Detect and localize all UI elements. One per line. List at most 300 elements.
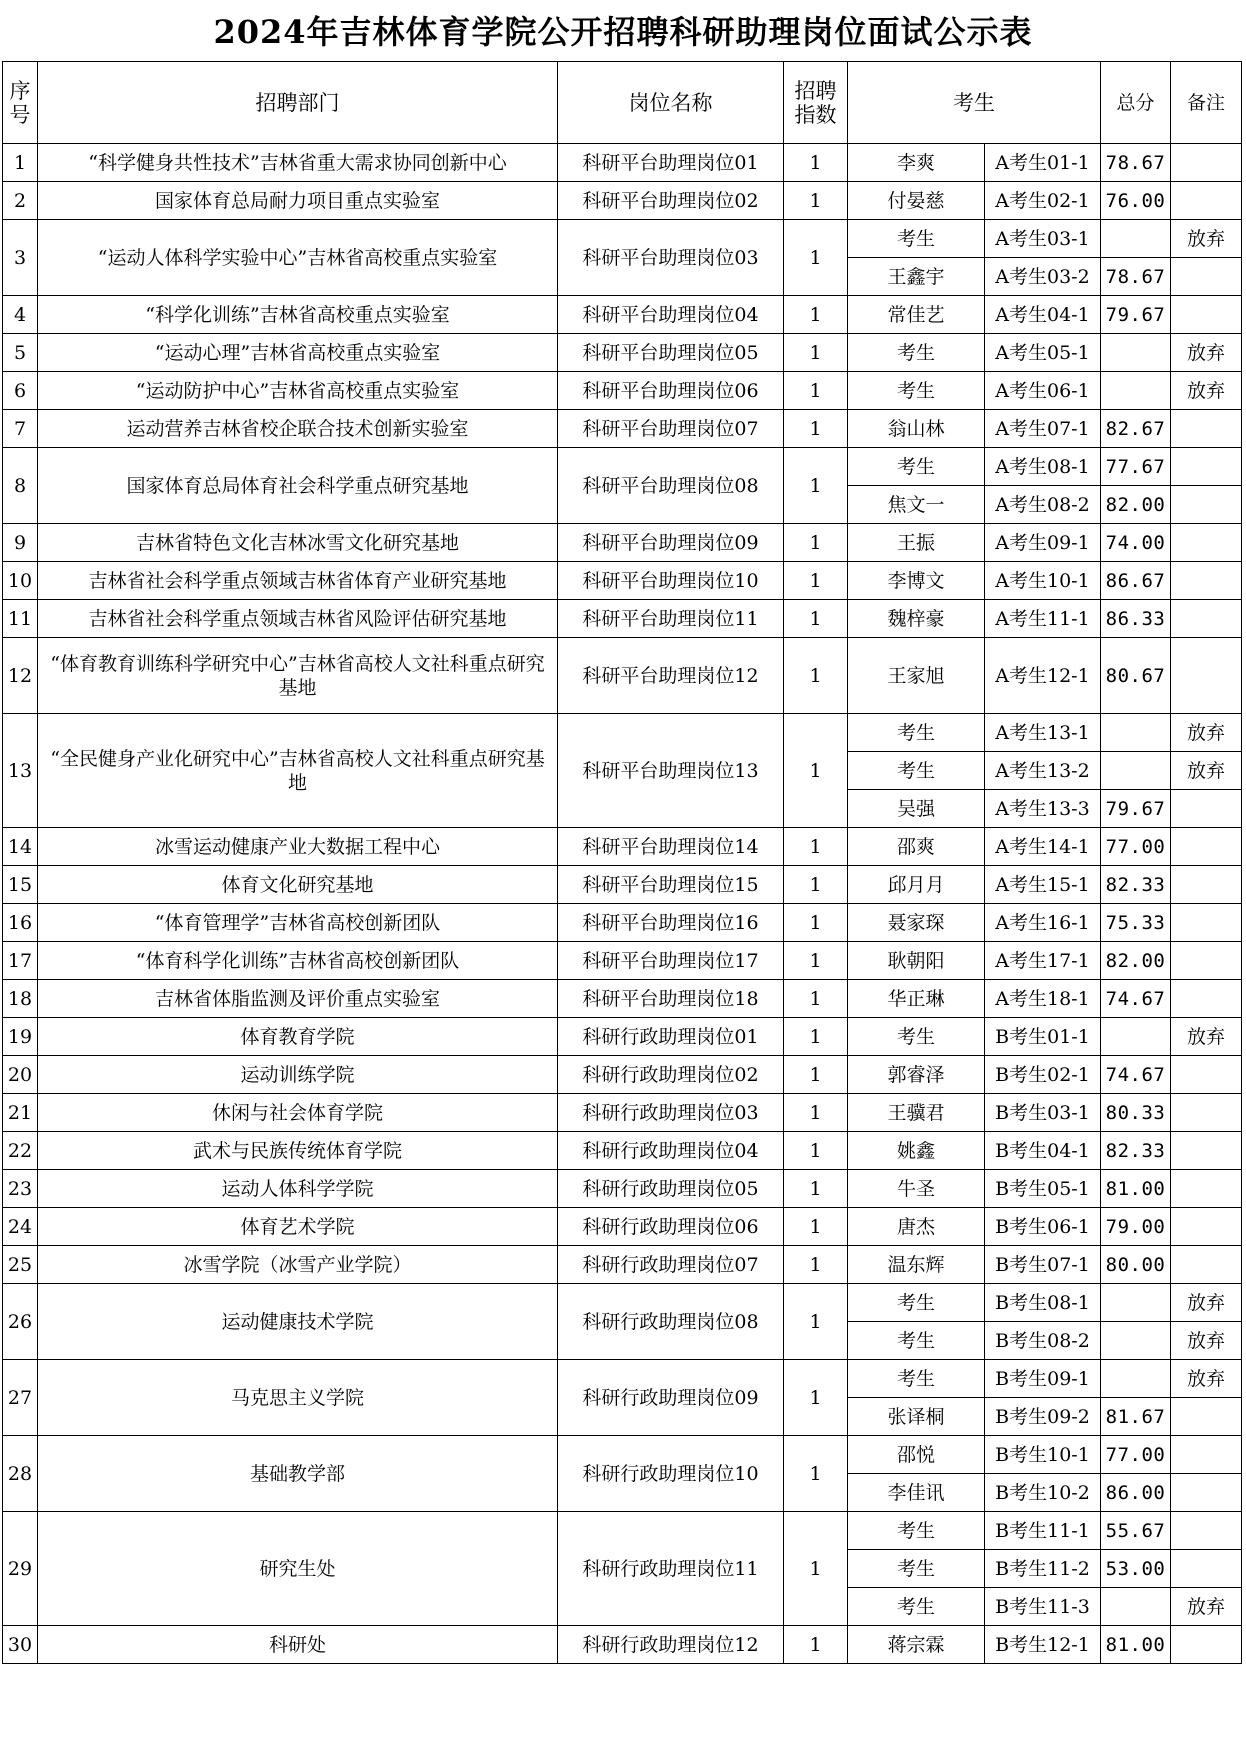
score-cell: 78.67 <box>1101 144 1171 182</box>
quota-cell: 1 <box>784 182 848 220</box>
seq-cell: 2 <box>3 182 38 220</box>
table-row <box>3 600 1242 638</box>
post-cell: 科研行政助理岗位08 <box>558 1284 784 1360</box>
candidate-id: A考生13-1 <box>985 714 1101 752</box>
table-row <box>3 296 1242 334</box>
candidate-name: 邵爽 <box>848 828 985 866</box>
score-cell: 80.67 <box>1101 638 1171 714</box>
table-row <box>3 714 1242 752</box>
candidate-name: 考生 <box>848 752 985 790</box>
remark-cell <box>1171 562 1242 600</box>
score-cell: 86.33 <box>1101 600 1171 638</box>
candidate-id: B考生08-1 <box>985 1284 1101 1322</box>
remark-cell <box>1171 1246 1242 1284</box>
table-row <box>3 182 1242 220</box>
dept-cell: 运动健康技术学院 <box>38 1284 558 1360</box>
score-cell: 78.67 <box>1101 258 1171 296</box>
post-cell: 科研行政助理岗位12 <box>558 1626 784 1664</box>
score-cell: 75.33 <box>1101 904 1171 942</box>
remark-cell: 放弃 <box>1171 1360 1242 1398</box>
dept-cell: “科学化训练”吉林省高校重点实验室 <box>38 296 558 334</box>
candidate-name: 王振 <box>848 524 985 562</box>
quota-cell: 1 <box>784 828 848 866</box>
seq-cell: 1 <box>3 144 38 182</box>
score-cell <box>1101 372 1171 410</box>
dept-cell: 体育文化研究基地 <box>38 866 558 904</box>
remark-cell <box>1171 296 1242 334</box>
seq-cell: 4 <box>3 296 38 334</box>
score-cell: 82.00 <box>1101 942 1171 980</box>
dept-cell: 运动训练学院 <box>38 1056 558 1094</box>
dept-cell: “全民健身产业化研究中心”吉林省高校人文社科重点研究基地 <box>38 714 558 828</box>
score-cell: 80.00 <box>1101 1246 1171 1284</box>
table-row <box>3 1132 1242 1170</box>
seq-cell: 10 <box>3 562 38 600</box>
remark-cell: 放弃 <box>1171 334 1242 372</box>
score-cell: 82.67 <box>1101 410 1171 448</box>
quota-cell: 1 <box>784 220 848 296</box>
score-cell: 79.00 <box>1101 1208 1171 1246</box>
remark-cell <box>1171 1512 1242 1550</box>
score-cell: 82.33 <box>1101 1132 1171 1170</box>
candidate-name: 考生 <box>848 1360 985 1398</box>
candidate-name: 常佳艺 <box>848 296 985 334</box>
candidate-name: 张译桐 <box>848 1398 985 1436</box>
post-cell: 科研行政助理岗位06 <box>558 1208 784 1246</box>
table-row <box>3 1170 1242 1208</box>
post-cell: 科研平台助理岗位15 <box>558 866 784 904</box>
table-row <box>3 1284 1242 1322</box>
remark-cell <box>1171 980 1242 1018</box>
seq-cell: 6 <box>3 372 38 410</box>
score-cell: 55.67 <box>1101 1512 1171 1550</box>
candidate-id: B考生11-1 <box>985 1512 1101 1550</box>
remark-cell <box>1171 904 1242 942</box>
remark-cell <box>1171 1436 1242 1474</box>
candidate-name: 邵悦 <box>848 1436 985 1474</box>
score-cell: 81.00 <box>1101 1170 1171 1208</box>
candidate-id: A考生02-1 <box>985 182 1101 220</box>
seq-cell: 14 <box>3 828 38 866</box>
candidate-id: B考生02-1 <box>985 1056 1101 1094</box>
dept-cell: 体育教育学院 <box>38 1018 558 1056</box>
score-cell: 82.00 <box>1101 486 1171 524</box>
seq-cell: 12 <box>3 638 38 714</box>
score-cell <box>1101 1588 1171 1626</box>
candidate-id: B考生11-3 <box>985 1588 1101 1626</box>
table-row <box>3 524 1242 562</box>
post-cell: 科研行政助理岗位01 <box>558 1018 784 1056</box>
score-cell <box>1101 1322 1171 1360</box>
seq-cell: 16 <box>3 904 38 942</box>
remark-cell <box>1171 790 1242 828</box>
seq-cell: 30 <box>3 1626 38 1664</box>
candidate-id: A考生03-1 <box>985 220 1101 258</box>
score-cell: 86.00 <box>1101 1474 1171 1512</box>
header-row <box>3 62 1242 144</box>
dept-cell: 科研处 <box>38 1626 558 1664</box>
candidate-id: A考生10-1 <box>985 562 1101 600</box>
candidate-id: B考生10-2 <box>985 1474 1101 1512</box>
header-remark: 备注 <box>1171 62 1242 144</box>
candidate-id: A考生18-1 <box>985 980 1101 1018</box>
score-cell: 79.67 <box>1101 296 1171 334</box>
remark-cell <box>1171 1474 1242 1512</box>
remark-cell <box>1171 1550 1242 1588</box>
candidate-name: 考生 <box>848 1512 985 1550</box>
table-row <box>3 1436 1242 1474</box>
quota-cell: 1 <box>784 296 848 334</box>
candidate-name: 考生 <box>848 1018 985 1056</box>
quota-cell: 1 <box>784 904 848 942</box>
remark-cell <box>1171 942 1242 980</box>
remark-cell: 放弃 <box>1171 714 1242 752</box>
candidate-name: 考生 <box>848 1322 985 1360</box>
candidate-name: 考生 <box>848 372 985 410</box>
candidate-name: 蒋宗霖 <box>848 1626 985 1664</box>
table-row <box>3 1246 1242 1284</box>
dept-cell: 国家体育总局耐力项目重点实验室 <box>38 182 558 220</box>
post-cell: 科研平台助理岗位17 <box>558 942 784 980</box>
dept-cell: 吉林省社会科学重点领域吉林省体育产业研究基地 <box>38 562 558 600</box>
candidate-id: B考生07-1 <box>985 1246 1101 1284</box>
candidate-id: A考生01-1 <box>985 144 1101 182</box>
quota-cell: 1 <box>784 1436 848 1512</box>
quota-cell: 1 <box>784 562 848 600</box>
post-cell: 科研行政助理岗位07 <box>558 1246 784 1284</box>
seq-cell: 29 <box>3 1512 38 1626</box>
candidate-id: A考生07-1 <box>985 410 1101 448</box>
dept-cell: 马克思主义学院 <box>38 1360 558 1436</box>
candidate-name: 付晏慈 <box>848 182 985 220</box>
header-seq: 序号 <box>3 62 38 144</box>
score-cell: 74.00 <box>1101 524 1171 562</box>
quota-cell: 1 <box>784 524 848 562</box>
seq-cell: 9 <box>3 524 38 562</box>
dept-cell: “科学健身共性技术”吉林省重大需求协同创新中心 <box>38 144 558 182</box>
remark-cell <box>1171 1170 1242 1208</box>
post-cell: 科研平台助理岗位04 <box>558 296 784 334</box>
post-cell: 科研平台助理岗位07 <box>558 410 784 448</box>
remark-cell: 放弃 <box>1171 1284 1242 1322</box>
score-cell <box>1101 714 1171 752</box>
post-cell: 科研平台助理岗位10 <box>558 562 784 600</box>
candidate-name: 王骥君 <box>848 1094 985 1132</box>
remark-cell: 放弃 <box>1171 220 1242 258</box>
candidate-id: A考生03-2 <box>985 258 1101 296</box>
post-cell: 科研平台助理岗位03 <box>558 220 784 296</box>
candidate-name: 焦文一 <box>848 486 985 524</box>
dept-cell: “运动心理”吉林省高校重点实验室 <box>38 334 558 372</box>
table-row <box>3 410 1242 448</box>
candidate-name: 吴强 <box>848 790 985 828</box>
score-cell <box>1101 752 1171 790</box>
table-row <box>3 372 1242 410</box>
remark-cell: 放弃 <box>1171 752 1242 790</box>
score-cell <box>1101 220 1171 258</box>
seq-cell: 8 <box>3 448 38 524</box>
post-cell: 科研平台助理岗位14 <box>558 828 784 866</box>
remark-cell <box>1171 258 1242 296</box>
remark-cell <box>1171 1056 1242 1094</box>
candidate-name: 耿朝阳 <box>848 942 985 980</box>
post-cell: 科研行政助理岗位05 <box>558 1170 784 1208</box>
seq-cell: 21 <box>3 1094 38 1132</box>
table-row <box>3 638 1242 714</box>
quota-cell: 1 <box>784 1208 848 1246</box>
remark-cell <box>1171 144 1242 182</box>
remark-cell <box>1171 1398 1242 1436</box>
candidate-id: A考生11-1 <box>985 600 1101 638</box>
candidate-id: B考生04-1 <box>985 1132 1101 1170</box>
candidate-name: 翁山林 <box>848 410 985 448</box>
candidate-name: 考生 <box>848 1588 985 1626</box>
post-cell: 科研平台助理岗位12 <box>558 638 784 714</box>
post-cell: 科研行政助理岗位02 <box>558 1056 784 1094</box>
candidate-name: 考生 <box>848 220 985 258</box>
candidate-name: 考生 <box>848 1550 985 1588</box>
remark-cell <box>1171 410 1242 448</box>
candidate-id: A考生12-1 <box>985 638 1101 714</box>
quota-cell: 1 <box>784 1170 848 1208</box>
remark-cell <box>1171 828 1242 866</box>
seq-cell: 11 <box>3 600 38 638</box>
remark-cell <box>1171 448 1242 486</box>
table-row <box>3 1512 1242 1550</box>
results-table <box>2 61 1242 1664</box>
score-cell: 81.00 <box>1101 1626 1171 1664</box>
candidate-name: 考生 <box>848 1284 985 1322</box>
remark-cell <box>1171 866 1242 904</box>
header-quota: 招聘指数 <box>784 62 848 144</box>
table-body <box>3 144 1242 1664</box>
candidate-id: A考生17-1 <box>985 942 1101 980</box>
table-row <box>3 562 1242 600</box>
quota-cell: 1 <box>784 372 848 410</box>
remark-cell <box>1171 600 1242 638</box>
remark-cell <box>1171 182 1242 220</box>
dept-cell: 运动营养吉林省校企联合技术创新实验室 <box>38 410 558 448</box>
post-cell: 科研行政助理岗位09 <box>558 1360 784 1436</box>
table-row <box>3 866 1242 904</box>
seq-cell: 18 <box>3 980 38 1018</box>
quota-cell: 1 <box>784 334 848 372</box>
table-row <box>3 1208 1242 1246</box>
quota-cell: 1 <box>784 600 848 638</box>
candidate-id: B考生05-1 <box>985 1170 1101 1208</box>
table-row <box>3 904 1242 942</box>
dept-cell: 吉林省社会科学重点领域吉林省风险评估研究基地 <box>38 600 558 638</box>
quota-cell: 1 <box>784 714 848 828</box>
quota-cell: 1 <box>784 144 848 182</box>
candidate-name: 魏梓豪 <box>848 600 985 638</box>
seq-cell: 19 <box>3 1018 38 1056</box>
score-cell: 86.67 <box>1101 562 1171 600</box>
score-cell: 80.33 <box>1101 1094 1171 1132</box>
header-candidate: 考生 <box>848 62 1101 144</box>
candidate-id: A考生13-3 <box>985 790 1101 828</box>
quota-cell: 1 <box>784 1246 848 1284</box>
remark-cell <box>1171 1208 1242 1246</box>
dept-cell: “运动防护中心”吉林省高校重点实验室 <box>38 372 558 410</box>
candidate-id: B考生03-1 <box>985 1094 1101 1132</box>
candidate-id: A考生15-1 <box>985 866 1101 904</box>
table-row <box>3 1018 1242 1056</box>
candidate-id: A考生16-1 <box>985 904 1101 942</box>
table-row <box>3 1094 1242 1132</box>
candidate-id: B考生12-1 <box>985 1626 1101 1664</box>
score-cell: 77.00 <box>1101 828 1171 866</box>
seq-cell: 15 <box>3 866 38 904</box>
post-cell: 科研行政助理岗位03 <box>558 1094 784 1132</box>
seq-cell: 5 <box>3 334 38 372</box>
candidate-name: 姚鑫 <box>848 1132 985 1170</box>
seq-cell: 20 <box>3 1056 38 1094</box>
quota-cell: 1 <box>784 1512 848 1626</box>
candidate-name: 考生 <box>848 448 985 486</box>
score-cell: 74.67 <box>1101 980 1171 1018</box>
score-cell: 53.00 <box>1101 1550 1171 1588</box>
post-cell: 科研平台助理岗位02 <box>558 182 784 220</box>
remark-cell: 放弃 <box>1171 372 1242 410</box>
table-row <box>3 828 1242 866</box>
dept-cell: 基础教学部 <box>38 1436 558 1512</box>
candidate-name: 考生 <box>848 714 985 752</box>
candidate-id: B考生08-2 <box>985 1322 1101 1360</box>
remark-cell: 放弃 <box>1171 1588 1242 1626</box>
quota-cell: 1 <box>784 942 848 980</box>
score-cell: 74.67 <box>1101 1056 1171 1094</box>
quota-cell: 1 <box>784 1360 848 1436</box>
post-cell: 科研平台助理岗位11 <box>558 600 784 638</box>
table-row <box>3 220 1242 258</box>
candidate-name: 李佳讯 <box>848 1474 985 1512</box>
quota-cell: 1 <box>784 1094 848 1132</box>
candidate-name: 牛圣 <box>848 1170 985 1208</box>
dept-cell: 休闲与社会体育学院 <box>38 1094 558 1132</box>
candidate-id: A考生13-2 <box>985 752 1101 790</box>
quota-cell: 1 <box>784 980 848 1018</box>
seq-cell: 25 <box>3 1246 38 1284</box>
candidate-id: A考生05-1 <box>985 334 1101 372</box>
remark-cell <box>1171 1626 1242 1664</box>
quota-cell: 1 <box>784 866 848 904</box>
post-cell: 科研平台助理岗位18 <box>558 980 784 1018</box>
score-cell <box>1101 334 1171 372</box>
remark-cell: 放弃 <box>1171 1322 1242 1360</box>
quota-cell: 1 <box>784 1626 848 1664</box>
quota-cell: 1 <box>784 410 848 448</box>
candidate-name: 李爽 <box>848 144 985 182</box>
quota-cell: 1 <box>784 1284 848 1360</box>
dept-cell: 研究生处 <box>38 1512 558 1626</box>
score-cell: 76.00 <box>1101 182 1171 220</box>
candidate-name: 考生 <box>848 334 985 372</box>
seq-cell: 26 <box>3 1284 38 1360</box>
candidate-name: 唐杰 <box>848 1208 985 1246</box>
remark-cell: 放弃 <box>1171 1018 1242 1056</box>
seq-cell: 28 <box>3 1436 38 1512</box>
dept-cell: 冰雪运动健康产业大数据工程中心 <box>38 828 558 866</box>
table-row <box>3 1360 1242 1398</box>
score-cell <box>1101 1360 1171 1398</box>
table-row <box>3 1626 1242 1664</box>
table-row <box>3 1056 1242 1094</box>
candidate-id: A考生04-1 <box>985 296 1101 334</box>
candidate-id: A考生06-1 <box>985 372 1101 410</box>
post-cell: 科研行政助理岗位10 <box>558 1436 784 1512</box>
remark-cell <box>1171 638 1242 714</box>
score-cell <box>1101 1018 1171 1056</box>
candidate-name: 聂家琛 <box>848 904 985 942</box>
candidate-name: 郭睿泽 <box>848 1056 985 1094</box>
candidate-name: 温东辉 <box>848 1246 985 1284</box>
candidate-id: B考生11-2 <box>985 1550 1101 1588</box>
table-row <box>3 144 1242 182</box>
seq-cell: 23 <box>3 1170 38 1208</box>
seq-cell: 3 <box>3 220 38 296</box>
remark-cell <box>1171 1132 1242 1170</box>
remark-cell <box>1171 1094 1242 1132</box>
score-cell: 77.00 <box>1101 1436 1171 1474</box>
post-cell: 科研平台助理岗位09 <box>558 524 784 562</box>
quota-cell: 1 <box>784 448 848 524</box>
dept-cell: 武术与民族传统体育学院 <box>38 1132 558 1170</box>
candidate-id: B考生01-1 <box>985 1018 1101 1056</box>
post-cell: 科研平台助理岗位05 <box>558 334 784 372</box>
dept-cell: 冰雪学院（冰雪产业学院） <box>38 1246 558 1284</box>
quota-cell: 1 <box>784 1132 848 1170</box>
candidate-id: B考生09-2 <box>985 1398 1101 1436</box>
post-cell: 科研平台助理岗位13 <box>558 714 784 828</box>
table-row <box>3 334 1242 372</box>
dept-cell: 吉林省特色文化吉林冰雪文化研究基地 <box>38 524 558 562</box>
table-row <box>3 448 1242 486</box>
header-dept: 招聘部门 <box>38 62 558 144</box>
dept-cell: “体育管理学”吉林省高校创新团队 <box>38 904 558 942</box>
score-cell <box>1101 1284 1171 1322</box>
seq-cell: 22 <box>3 1132 38 1170</box>
post-cell: 科研平台助理岗位06 <box>558 372 784 410</box>
remark-cell <box>1171 524 1242 562</box>
page-title: 2024年吉林体育学院公开招聘科研助理岗位面试公示表 <box>213 13 1033 51</box>
post-cell: 科研平台助理岗位08 <box>558 448 784 524</box>
score-cell: 79.67 <box>1101 790 1171 828</box>
post-cell: 科研行政助理岗位11 <box>558 1512 784 1626</box>
seq-cell: 27 <box>3 1360 38 1436</box>
candidate-name: 王鑫宇 <box>848 258 985 296</box>
candidate-id: B考生06-1 <box>985 1208 1101 1246</box>
quota-cell: 1 <box>784 638 848 714</box>
remark-cell <box>1171 486 1242 524</box>
seq-cell: 7 <box>3 410 38 448</box>
dept-cell: 吉林省体脂监测及评价重点实验室 <box>38 980 558 1018</box>
quota-cell: 1 <box>784 1056 848 1094</box>
post-cell: 科研平台助理岗位16 <box>558 904 784 942</box>
dept-cell: 体育艺术学院 <box>38 1208 558 1246</box>
dept-cell: “体育科学化训练”吉林省高校创新团队 <box>38 942 558 980</box>
post-cell: 科研行政助理岗位04 <box>558 1132 784 1170</box>
table-row <box>3 942 1242 980</box>
score-cell: 82.33 <box>1101 866 1171 904</box>
seq-cell: 13 <box>3 714 38 828</box>
dept-cell: 运动人体科学学院 <box>38 1170 558 1208</box>
score-cell: 77.67 <box>1101 448 1171 486</box>
score-cell: 81.67 <box>1101 1398 1171 1436</box>
candidate-id: A考生08-1 <box>985 448 1101 486</box>
candidate-id: B考生09-1 <box>985 1360 1101 1398</box>
candidate-name: 华正琳 <box>848 980 985 1018</box>
